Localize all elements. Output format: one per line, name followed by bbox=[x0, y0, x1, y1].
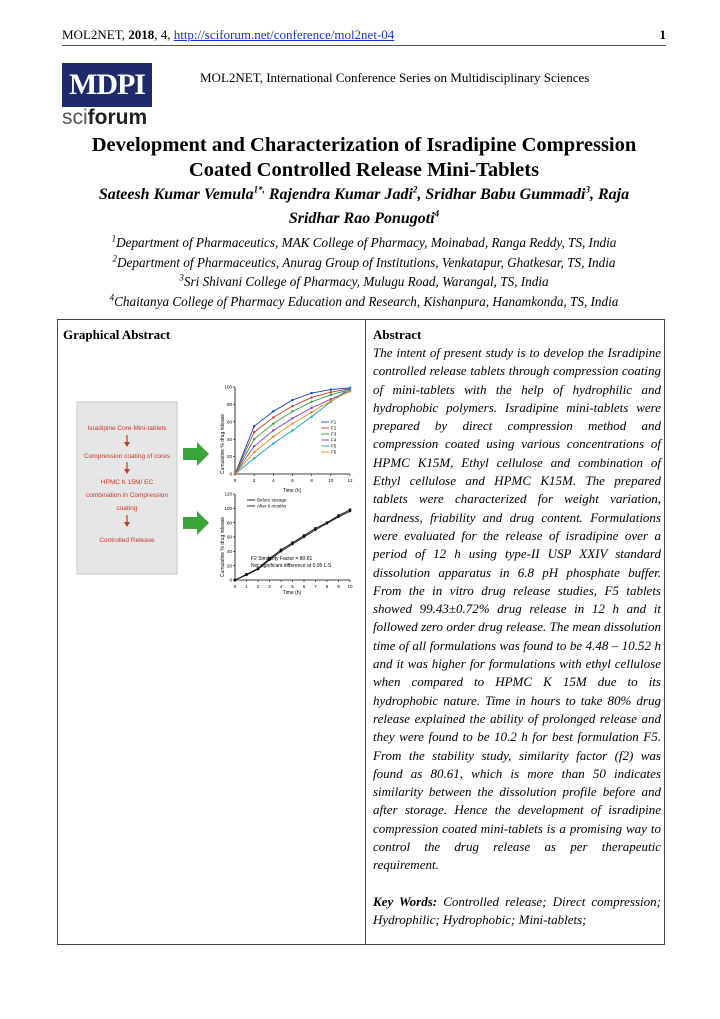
chart2-note-1: F2 Similarity Factor = 80.61 bbox=[251, 556, 313, 562]
data-point bbox=[253, 445, 255, 447]
conference-series: MOL2NET, International Conference Series on Multidisciplinary Sciences bbox=[200, 70, 590, 85]
data-point bbox=[291, 422, 293, 424]
chart2-note-2: Not significant difference at 0.05 L.S bbox=[251, 563, 332, 569]
data-point bbox=[310, 396, 312, 398]
author-2: Rajendra Kumar Jadi bbox=[264, 186, 413, 203]
affiliation-item bbox=[62, 233, 666, 253]
y-tick-label: 20 bbox=[226, 563, 232, 569]
data-point bbox=[272, 422, 274, 424]
data-point bbox=[291, 399, 293, 401]
x-tick-label: 8 bbox=[310, 478, 313, 483]
sciforum-logo bbox=[62, 106, 147, 130]
stability-chart bbox=[220, 492, 353, 596]
data-point bbox=[291, 410, 293, 412]
affiliation-text: Sri Shivani College of Pharmacy, Mulugu Road, Warangal, TS, India bbox=[183, 274, 549, 289]
data-point bbox=[272, 442, 274, 444]
column-divider bbox=[365, 319, 366, 945]
y-tick-label: 80 bbox=[226, 402, 232, 407]
abstract-text: The intent of present study is to develop the Isradipine controlled release tablets through compression coating of mini-tablets with the help of hydrophilic and hydrophobic polymers. Isradipine mini-tablets were prepared by direct compression method and compression coated using various concentrations of HPMC K15M, Ethyl cellulose and combination of Ethyl cellulose and HPMC K15M. The prepared tablets were characterized for weight variation, hardness, friability and drug content. Formulations were evaluated for the release of isradipine over a period of 12 h using type-II USP XXIV standard dissolution apparatus in 6.8 pH phosphate buffer. From the in vitro drug release studies, F5 tablets showed 99.43±0.72% drug release in 12 h and it followed zero order drug release. The mean dissolution time of all formulations was found to be 4.48 – 10.52 h and it was higher for formulations with ethyl cellulose when compared to HPMC K 15M due to its hydrophobic nature. Time in hours to take 80% drug release explained the ability of prolonged release and they were found to be 10.2 h for best formulation F5. From the stability study, similarity factor (f2) was found as 80.61, which is more than 50 indicates similarity between the dissolution profile before and after storage. Hence the development of isradipine compression coated mini-tablets is a promising way to control the drug release as per therapeutic requirement. bbox=[373, 345, 661, 873]
graphical-abstract-label: Graphical Abstract bbox=[63, 327, 171, 342]
y-tick-label: 60 bbox=[226, 534, 232, 540]
flow-step-3b: combination in Compression bbox=[85, 492, 169, 499]
x-tick-label: 3 bbox=[268, 584, 271, 589]
mdpi-logo: MDPI bbox=[62, 63, 152, 107]
author-4: Sridhar Rao Ponugoti bbox=[288, 210, 435, 227]
data-point bbox=[253, 457, 255, 459]
data-point bbox=[291, 405, 293, 407]
author-1: Sateesh Kumar Vemula bbox=[98, 186, 254, 203]
data-point bbox=[253, 431, 255, 433]
series-line bbox=[235, 511, 350, 580]
running-header bbox=[62, 27, 666, 43]
author-2-sup: 2 bbox=[412, 184, 418, 195]
data-point bbox=[330, 391, 332, 393]
journal-year: 2018 bbox=[128, 27, 155, 42]
affiliation-text: Department of Pharmaceutics, MAK College of Pharmacy, Moinabad, Ranga Reddy, TS, India bbox=[116, 235, 617, 250]
affiliations bbox=[62, 233, 666, 311]
graphical-abstract-figure bbox=[75, 382, 360, 597]
y-tick-label: 100 bbox=[224, 384, 232, 390]
legend-label: F2 bbox=[331, 425, 337, 431]
sciforum-logo-sci: sci bbox=[62, 106, 88, 129]
x-tick-label: 9 bbox=[337, 584, 340, 589]
x-tick-label: 6 bbox=[302, 584, 306, 589]
chart2-xlabel: Time (h) bbox=[282, 590, 302, 596]
x-tick-label: 2 bbox=[256, 584, 260, 589]
journal-volume: , 4, bbox=[154, 27, 171, 42]
paper-title: Development and Characterization of Isradipine Compression Coated Controlled Release Mini-Tablets bbox=[91, 134, 637, 181]
flow-step-1: Isradipine Core Mini-tablets bbox=[87, 425, 167, 432]
y-tick-label: 120 bbox=[224, 491, 232, 497]
release-profile-chart bbox=[220, 385, 353, 494]
data-point bbox=[272, 435, 274, 437]
y-tick-label: 40 bbox=[226, 436, 232, 442]
y-tick-label: 0 bbox=[229, 577, 232, 583]
affiliation-number: 4 bbox=[109, 292, 115, 303]
author-sep: , bbox=[417, 186, 426, 203]
flow-step-2: Compression coating of cores bbox=[84, 453, 170, 460]
keywords-label: Key Words: bbox=[373, 894, 438, 909]
author-3: Sridhar Babu Gummadi bbox=[425, 186, 586, 203]
legend-label: F1 bbox=[331, 419, 337, 425]
affiliation-number: 3 bbox=[179, 272, 184, 283]
data-point bbox=[330, 388, 332, 390]
data-point bbox=[310, 401, 312, 403]
data-point bbox=[310, 411, 312, 413]
data-point bbox=[291, 429, 293, 431]
chart1-xlabel: Time (h) bbox=[282, 488, 302, 494]
y-tick-label: 100 bbox=[224, 505, 232, 511]
y-tick-label: 20 bbox=[226, 454, 232, 460]
author-list bbox=[62, 183, 666, 231]
data-point bbox=[349, 387, 351, 389]
data-point bbox=[337, 516, 339, 518]
data-point bbox=[310, 407, 312, 409]
legend-label: F3 bbox=[331, 431, 337, 437]
x-tick-label: 5 bbox=[291, 584, 294, 589]
data-point bbox=[330, 394, 332, 396]
header-rule bbox=[62, 45, 666, 46]
affiliation-number: 2 bbox=[112, 253, 117, 264]
data-point bbox=[245, 574, 247, 576]
green-arrow-lower bbox=[183, 511, 209, 535]
keywords-text: Controlled release; Direct compression; Hydrophilic; Hydrophobic; Mini-tablets; bbox=[373, 894, 661, 928]
data-point bbox=[234, 579, 236, 581]
legend-label: F5 bbox=[331, 443, 337, 449]
y-tick-label: 0 bbox=[229, 471, 232, 477]
data-point bbox=[330, 400, 332, 402]
data-point bbox=[349, 510, 351, 512]
data-point bbox=[314, 529, 316, 531]
affiliation-item bbox=[62, 253, 666, 273]
x-tick-label: 7 bbox=[314, 584, 317, 589]
x-tick-label: 12 bbox=[347, 478, 353, 483]
data-point bbox=[291, 417, 293, 419]
sciforum-logo-forum: forum bbox=[87, 106, 148, 129]
data-point bbox=[303, 536, 305, 538]
flow-step-4: Controlled Release bbox=[99, 537, 155, 544]
chart1-ylabel: Cumulative % drug release bbox=[220, 413, 226, 475]
data-point bbox=[272, 410, 274, 412]
green-arrow-upper bbox=[183, 442, 209, 466]
x-tick-label: 4 bbox=[272, 478, 275, 483]
x-tick-label: 10 bbox=[328, 478, 334, 483]
x-tick-label: 0 bbox=[233, 478, 237, 483]
journal-name: MOL2NET, bbox=[62, 27, 125, 42]
conference-link[interactable]: http://sciforum.net/conference/mol2net-04 bbox=[173, 27, 395, 42]
x-tick-label: 0 bbox=[233, 584, 237, 589]
y-tick-label: 40 bbox=[226, 548, 232, 554]
x-tick-label: 2 bbox=[252, 478, 256, 483]
author-4-first: , Raja bbox=[589, 186, 630, 203]
data-point bbox=[310, 415, 312, 417]
keywords bbox=[373, 893, 661, 930]
y-tick-label: 80 bbox=[226, 520, 232, 526]
data-point bbox=[291, 543, 293, 545]
x-tick-label: 10 bbox=[347, 584, 353, 589]
x-tick-label: 8 bbox=[325, 584, 329, 589]
data-point bbox=[310, 392, 312, 394]
chart2-ylabel: Cumulative % drug release bbox=[220, 516, 226, 578]
y-tick-label: 60 bbox=[226, 419, 232, 425]
author-1-sup: 1*, bbox=[253, 184, 265, 195]
citation bbox=[62, 27, 394, 43]
x-tick-label: 1 bbox=[245, 584, 248, 589]
author-4-sup: 4 bbox=[434, 208, 440, 219]
data-point bbox=[326, 522, 328, 524]
legend-label: After 6 months bbox=[257, 503, 287, 509]
author-3-sup: 3 bbox=[585, 184, 590, 195]
x-tick-label: 6 bbox=[291, 478, 294, 483]
data-point bbox=[349, 390, 351, 392]
legend-label: F4 bbox=[331, 437, 337, 443]
affiliation-text: Department of Pharmaceutics, Anurag Group of Institutions, Venkatapur, Ghatkesar, TS, India bbox=[116, 254, 616, 270]
legend-label: F6 bbox=[331, 449, 337, 455]
abstract-label: Abstract bbox=[373, 327, 422, 342]
x-tick-label: 4 bbox=[279, 584, 283, 589]
page-number: 1 bbox=[659, 27, 666, 42]
data-point bbox=[253, 451, 255, 453]
data-point bbox=[272, 429, 274, 431]
data-point bbox=[234, 473, 236, 475]
affiliation-item bbox=[62, 292, 666, 312]
affiliation-item bbox=[62, 272, 666, 292]
data-point bbox=[280, 550, 282, 552]
affiliation-text: Chaitanya College of Pharmacy Education and Research, Kishanpura, Hanamkonda, TS, India bbox=[114, 293, 619, 309]
data-point bbox=[272, 416, 274, 418]
legend-label: Before storage bbox=[257, 497, 287, 503]
affiliation-number: 1 bbox=[111, 233, 117, 244]
flow-step-3c: coating bbox=[116, 505, 138, 512]
data-point bbox=[253, 438, 255, 440]
flow-step-3a: HPMC K 15M/ EC bbox=[100, 479, 154, 486]
data-point bbox=[253, 425, 255, 427]
